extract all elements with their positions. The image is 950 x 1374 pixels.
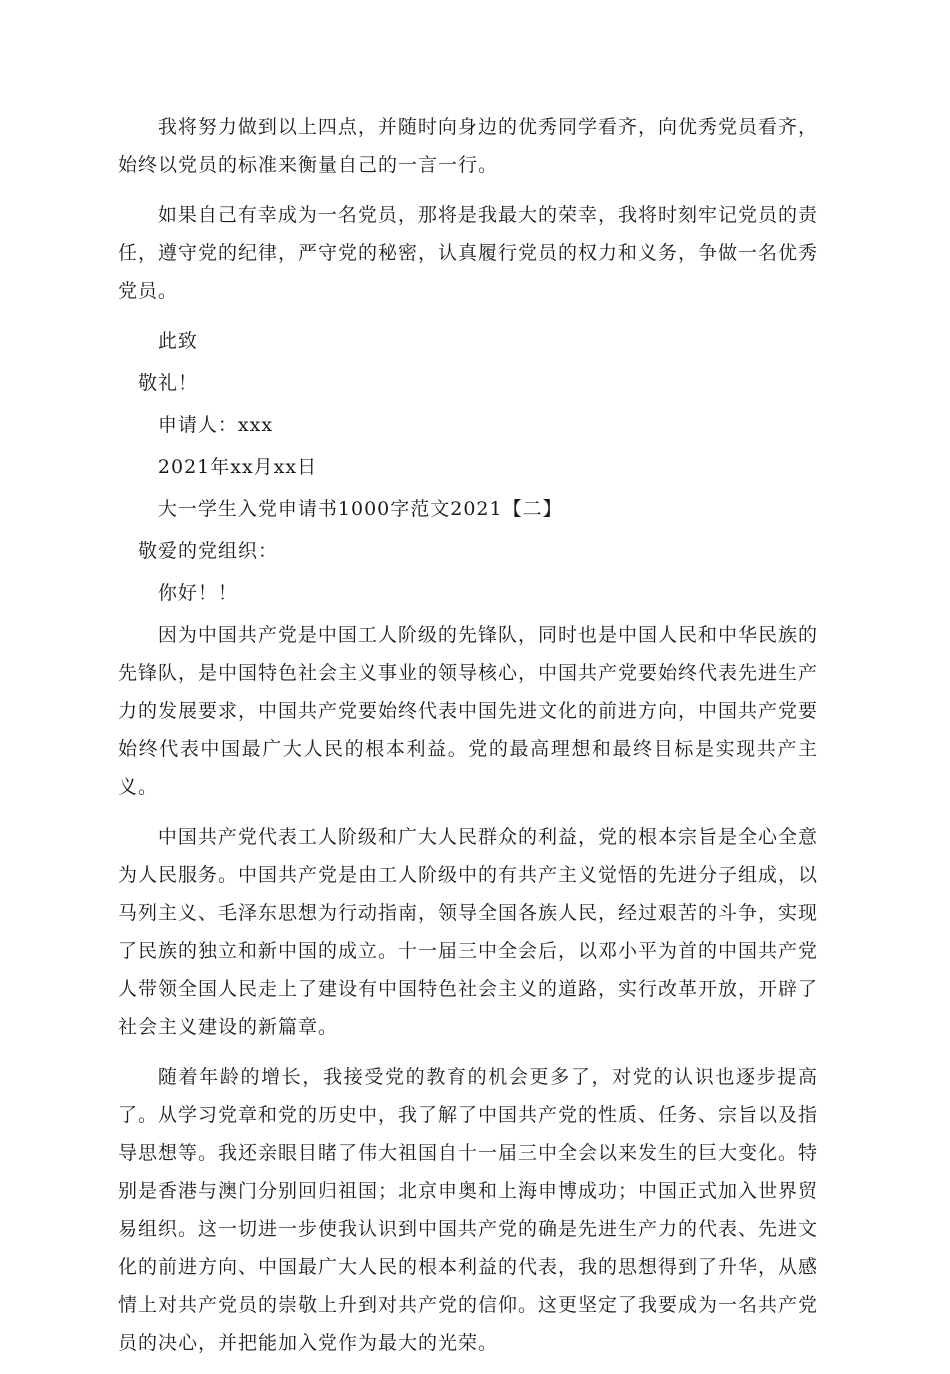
paragraph-honor: 如果自己有幸成为一名党员，那将是我最大的荣幸，我将时刻牢记党员的责任，遵守党的纪律，严守党的秘密，认真履行党员的权力和义务，争做一名优秀党员。 [118, 204, 819, 302]
closing-cizhi: 此致 [157, 330, 198, 352]
greeting-hello: 你好！！ [157, 582, 238, 604]
paragraph-personal-growth: 随着年龄的增长，我接受党的教育的机会更多了，对党的认识也逐步提高了。从学习党章和党的历史中，我了解了中国共产党的性质、任务、宗旨以及指导思想等。我还亲眼目睹了伟大祖国自十一届三中全会以来发生的巨大变化。特别是香港与澳门分别回归祖国；北京申奥和上海申博成功；中国正式加入世界贸易组织。这一切进一步使我认识到中国共产党的确是先进生产力的代表、先进文化的前进方向、中国最广大人民的根本利益的代表，我的思想得到了升华，从感情上对共产党员的崇敬上升到对共产党的信仰。这更坚定了我要成为一名共产党员的决心，并把能加入党作为最大的光荣。 [118, 1066, 819, 1354]
paragraph-party-purpose: 中国共产党代表工人阶级和广大人民群众的利益，党的根本宗旨是全心全意为人民服务。中国共产党是由工人阶级中的有共产主义觉悟的先进分子组成，以马列主义、毛泽东思想为行动指南，领导全国各族人民，经过艰苦的斗争，实现了民族的独立和新中国的成立。十一届三中全会后，以邓小平为首的中国共产党人带领全国人民走上了建设有中国特色社会主义的道路，实行改革开放，开辟了社会主义建设的新篇章。 [118, 826, 819, 1038]
date-line: 2021年xx月xx日 [157, 456, 318, 478]
paragraph-commitment: 我将努力做到以上四点，并随时向身边的优秀同学看齐，向优秀党员看齐，始终以党员的标准来衡量自己的一言一行。 [118, 116, 818, 176]
closing-jingli: 敬礼！ [137, 372, 198, 394]
applicant-line: 申请人：xxx [157, 414, 274, 436]
section-title: 大一学生入党申请书1000字范文2021【二】 [157, 498, 563, 520]
document-body [118, 108, 818, 1374]
greeting-recipient: 敬爱的党组织： [137, 540, 278, 562]
paragraph-party-nature: 因为中国共产党是中国工人阶级的先锋队，同时也是中国人民和中华民族的先锋队，是中国特色社会主义事业的领导核心，中国共产党要始终代表先进生产力的发展要求，中国共产党要始终代表中国先进文化的前进方向，中国共产党要始终代表中国最广大人民的根本利益。党的最高理想和最终目标是实现共产主义。 [118, 624, 819, 798]
